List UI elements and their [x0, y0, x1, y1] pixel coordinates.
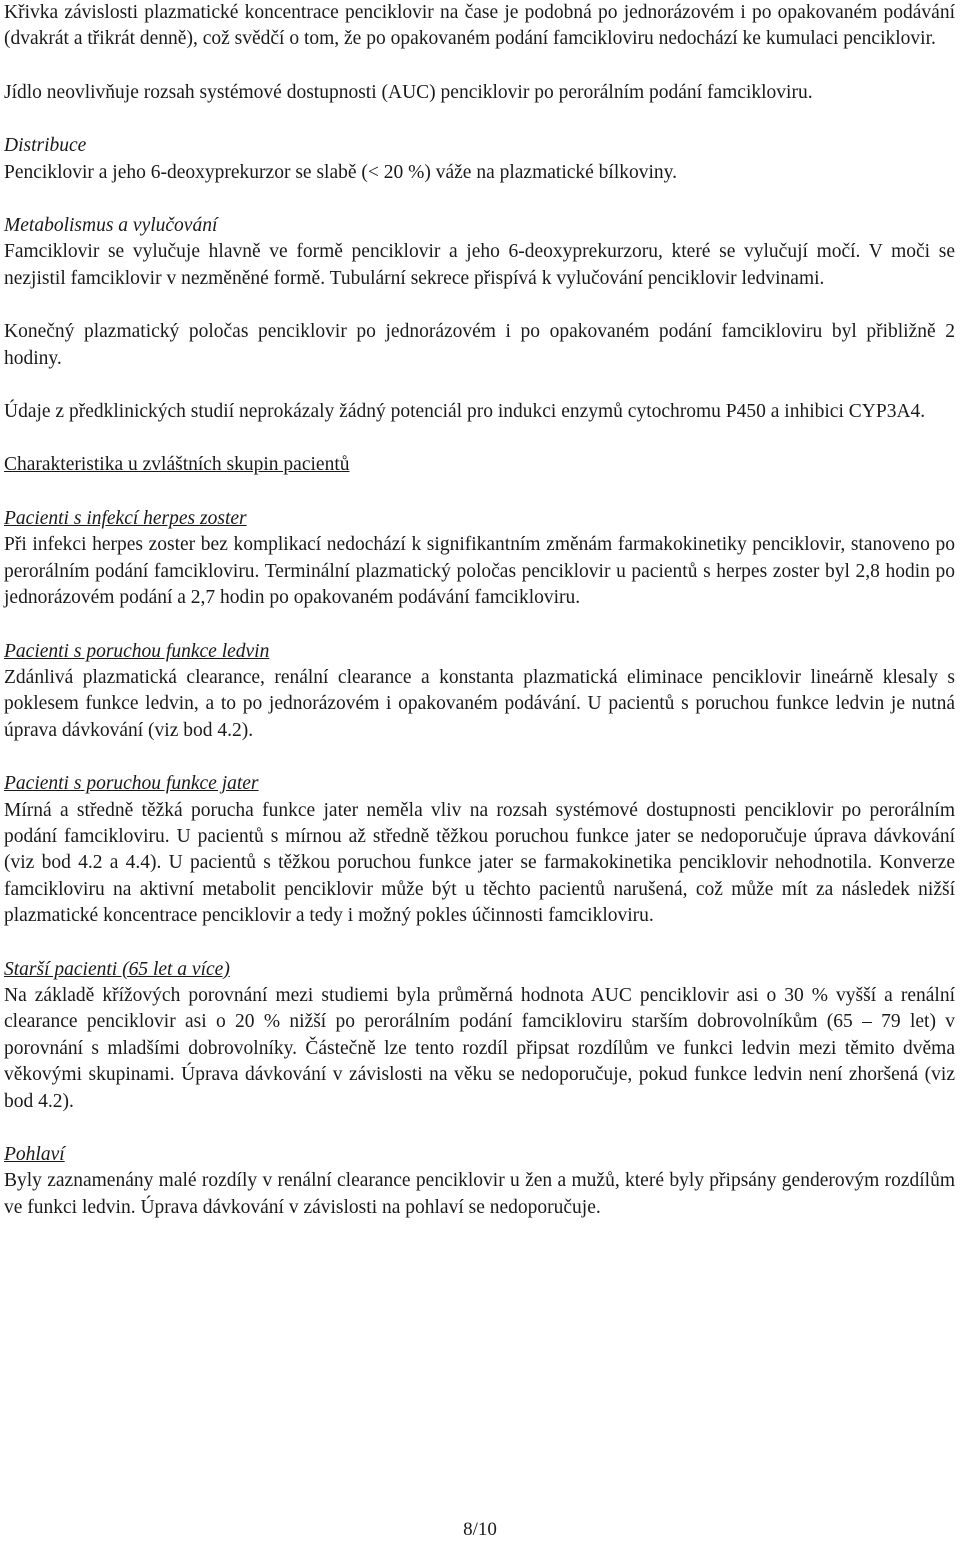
page-number: 8/10: [463, 1519, 497, 1540]
spacer: [4, 612, 955, 639]
ledviny-text: Zdánlivá plazmatická clearance, renální clearance a konstanta plazmatická eliminace penciklovir lineárně klesaly s poklesem funkce ledvin, a to po jednorázovém i opakovaném podávání. U pacientů s poruchou funkce ledvin je nutná úprava dávkování (viz bod 4.2).: [4, 666, 955, 741]
spacer: [4, 53, 955, 80]
starsi-heading: Starší pacienti (65 let a více): [4, 958, 230, 980]
pohlavi-text: Byly zaznamenány malé rozdíly v renální clearance penciklovir u žen a mužů, které byly připsány genderovým rozdílům ve funkci ledvin. Úprava dávkování v závislosti na pohlaví se nedoporučuje.: [4, 1170, 955, 1218]
metabolismus-text: Famciklovir se vylučuje hlavně ve formě penciklovir a jeho 6-deoxyprekurzoru, které se vylučují močí. V moči se nezjistil famciklovir v nezměněné formě. Tubulární sekrece přispívá k vylučování penciklovir ledvinami.: [4, 241, 955, 289]
spacer: [4, 186, 955, 213]
spacer: [4, 930, 955, 957]
polocas-paragraph: Konečný plazmatický poločas penciklovir po jednorázovém i po opakovaném podání famcikloviru byl přibližně 2 hodiny.: [4, 321, 955, 369]
predklinicke-paragraph: Údaje z předklinických studií neprokázaly žádný potenciál pro indukci enzymů cytochromu P450 a inhibici CYP3A4.: [4, 401, 926, 423]
pohlavi-heading: Pohlaví: [4, 1144, 65, 1165]
distribuce-heading: Distribuce: [4, 135, 87, 157]
charakteristika-heading: Charakteristika u zvláštních skupin pacientů: [4, 454, 350, 476]
spacer: [4, 479, 955, 506]
intro-paragraph-2: Jídlo neovlivňuje rozsah systémové dostupnosti (AUC) penciklovir po perorálním podání famcikloviru.: [4, 81, 813, 103]
spacer: [4, 744, 955, 771]
starsi-text: Na základě křížových porovnání mezi studiemi byla průměrná hodnota AUC penciklovir asi o 30 % vyšší a renální clearance penciklovir asi o 20 % nižší po perorálním podání famcikloviru starším dobrovolníkům (65 – 79 let) v porovnání s mladšími dobrovolníky. Částečně lze tento rozdíl připsat rozdílům ve funkci ledvin mezi těmito dvěma věkovými skupinami. Úprava dávkování v závislosti na věku se nedoporučuje, pokud funkce ledvin není zhoršená (viz bod 4.2).: [4, 984, 955, 1112]
spacer: [4, 425, 955, 452]
jater-text: Mírná a středně těžká porucha funkce jater neměla vliv na rozsah systémové dostupnosti penciklovir po perorálním podání famcikloviru. U pacientů s mírnou až středně těžkou poruchou funkce jater se nedoporučuje úprava dávkování (viz bod 4.2 a 4.4). U pacientů s těžkou poruchou funkce jater se farmakokinetika penciklovir nehodnotila. Konverze famcikloviru na aktivní metabolit penciklovir může být u těchto pacientů narušená, což může mít za následek nižší plazmatické koncentrace penciklovir a tedy i možný pokles účinnosti famcikloviru.: [4, 799, 955, 927]
spacer: [4, 106, 955, 133]
document-page: [4, 0, 955, 1221]
jater-heading: Pacienti s poruchou funkce jater: [4, 773, 259, 795]
metabolismus-heading: Metabolismus a vylučování: [4, 215, 218, 237]
spacer: [4, 1115, 955, 1142]
herpes-heading: Pacienti s infekcí herpes zoster: [4, 507, 247, 529]
herpes-text: Při infekci herpes zoster bez komplikací nedochází k signifikantním změnám farmakokinetiky penciklovir, stanoveno po perorálním podání famcikloviru. Terminální plazmatický poločas penciklovir u pacientů s herpes zoster byl 2,8 hodin po jednorázovém podání a 2,7 hodin po opakovaném podávání famcikloviru.: [4, 534, 955, 609]
distribuce-text: Penciklovir a jeho 6-deoxyprekurzor se slabě (< 20 %) váže na plazmatické bílkoviny.: [4, 161, 678, 183]
spacer: [4, 372, 955, 399]
intro-paragraph-1: Křivka závislosti plazmatické koncentrace penciklovir na čase je podobná po jednorázovém i po opakovaném podávání (dvakrát a třikrát denně), což svědčí o tom, že po opakovaném podání famcikloviru nedochází ke kumulaci penciklovir.: [4, 2, 955, 50]
ledviny-heading: Pacienti s poruchou funkce ledvin: [4, 640, 270, 662]
spacer: [4, 292, 955, 319]
